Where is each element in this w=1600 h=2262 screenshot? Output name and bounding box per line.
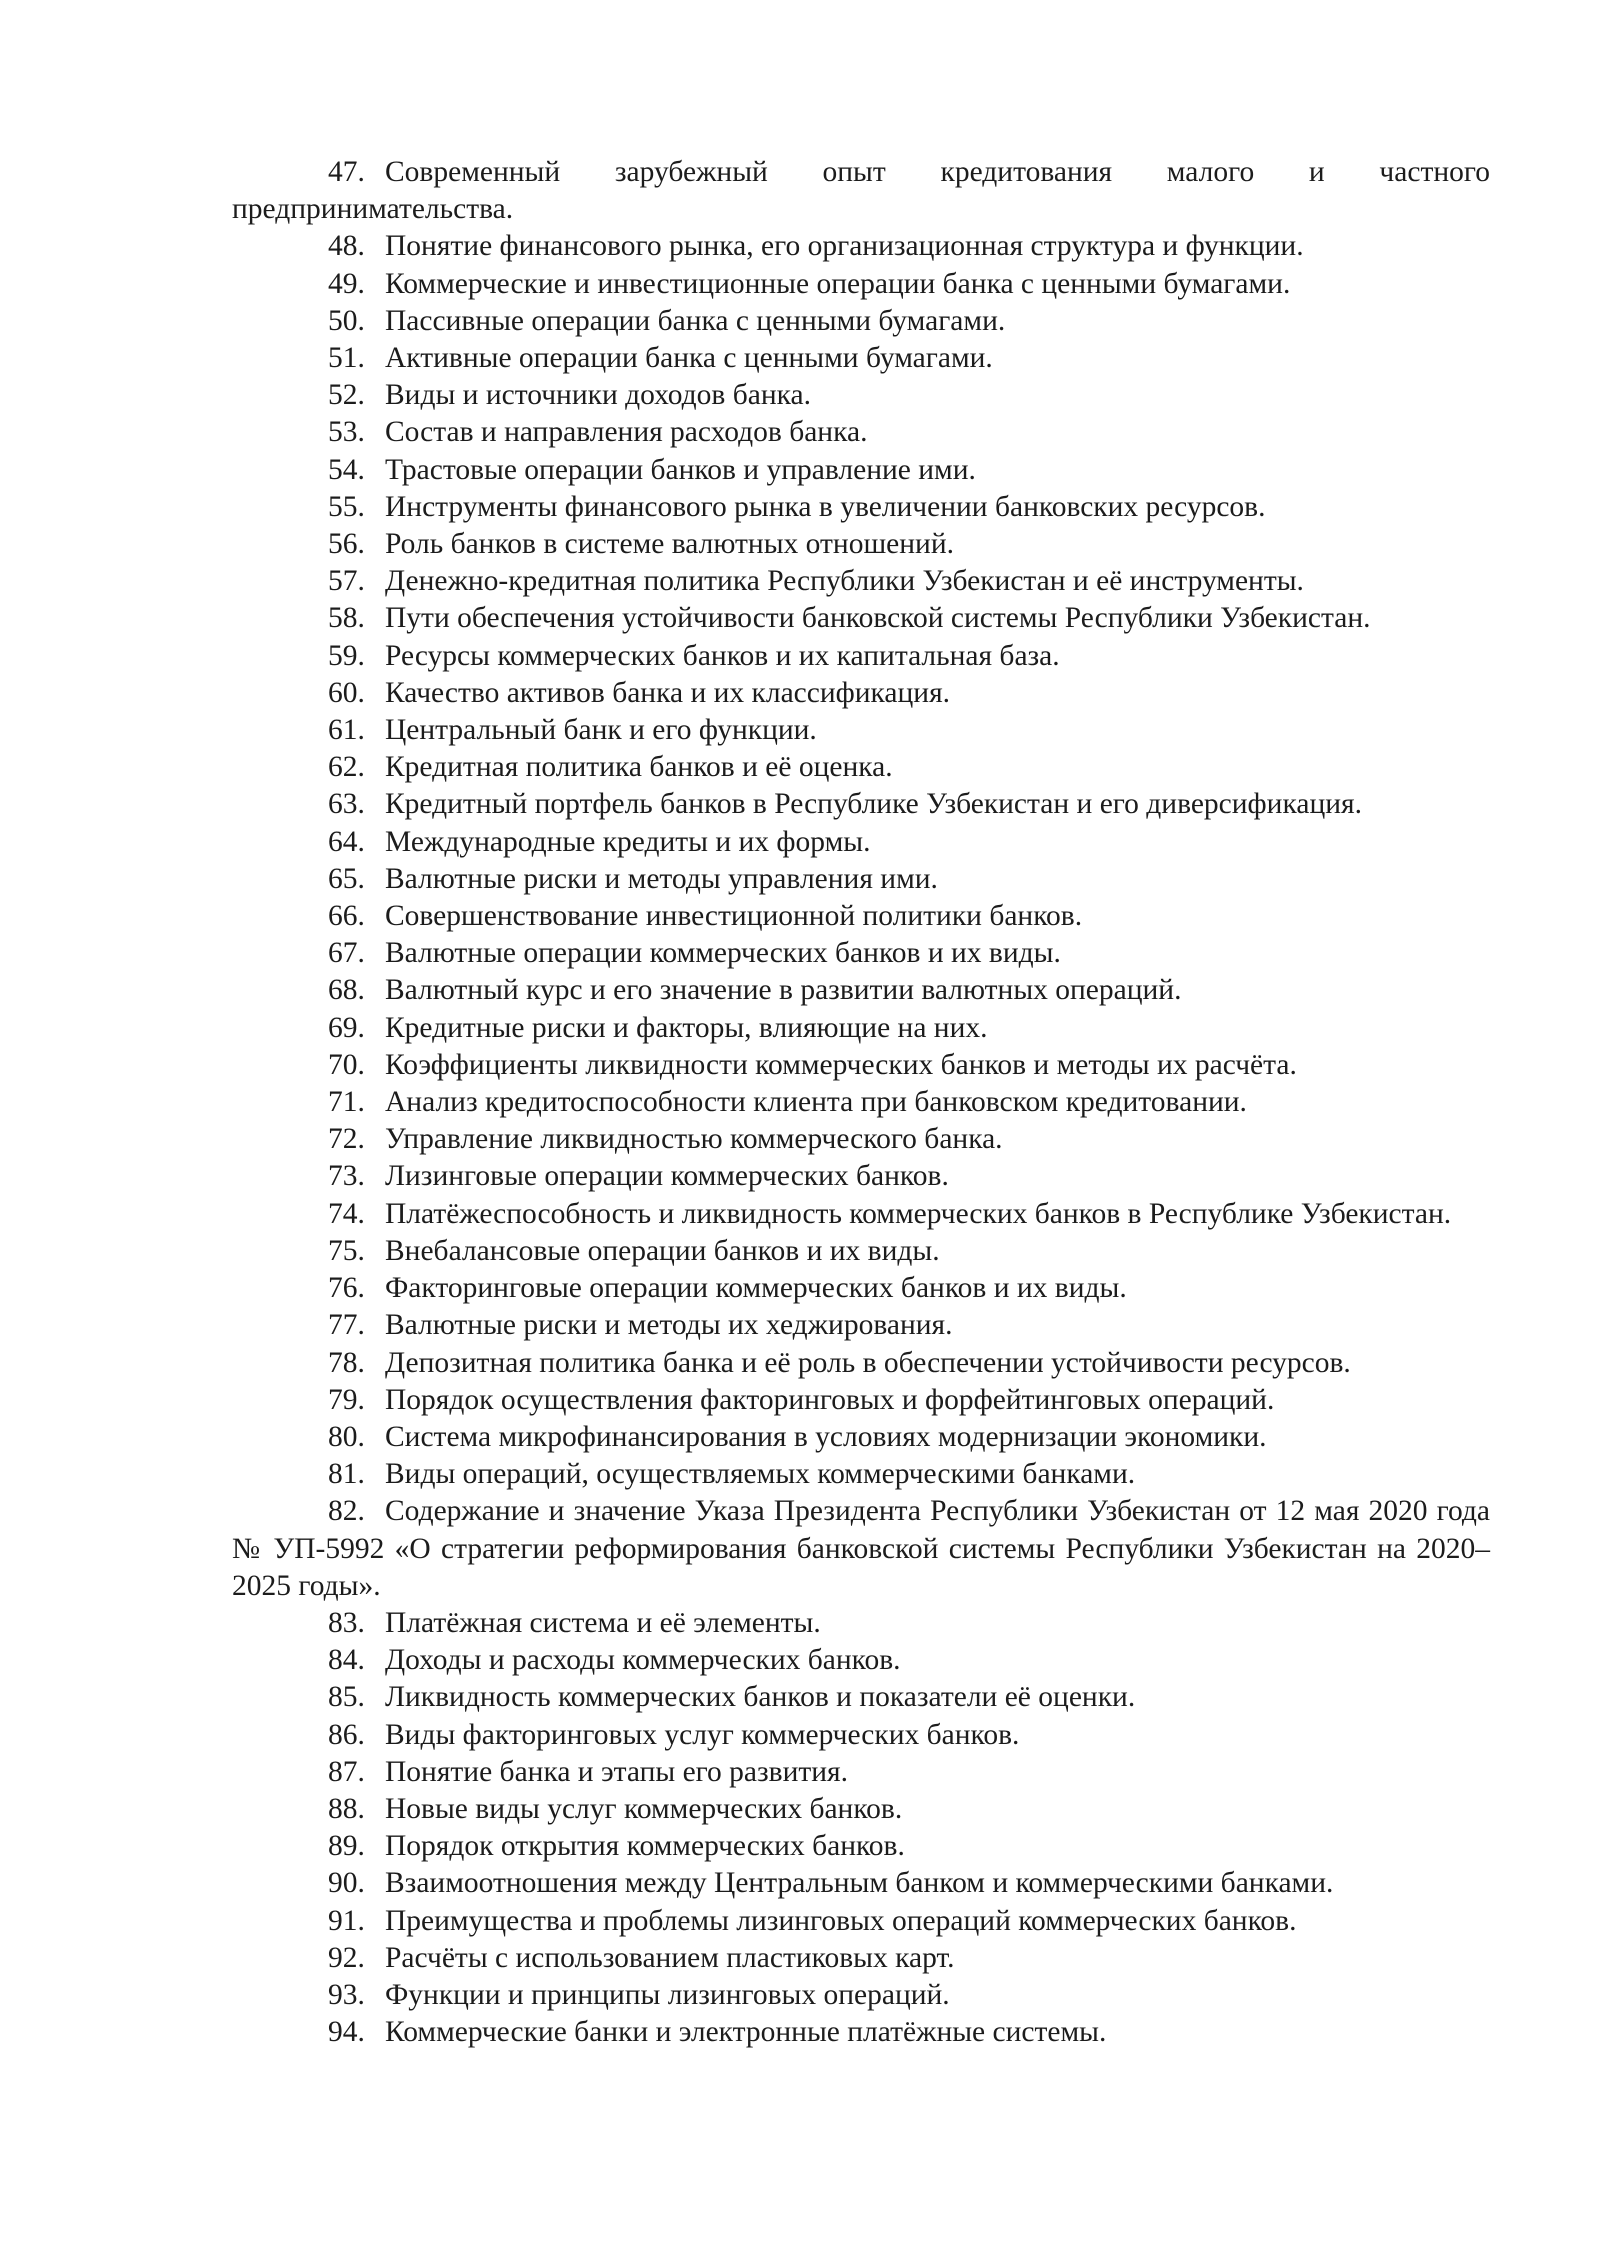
list-item	[232, 638, 1490, 675]
list-item	[232, 563, 1490, 600]
list-item	[232, 1642, 1490, 1679]
item-text: Понятие финансового рынка, его организационная структура и функции.	[385, 230, 1304, 263]
item-text: Коэффициенты ликвидности коммерческих банков и методы их расчёта.	[385, 1048, 1297, 1081]
item-text: Управление ликвидностью коммерческого банка.	[385, 1123, 1003, 1156]
item-number: 64.	[328, 825, 365, 858]
list-item	[232, 1084, 1490, 1121]
list-item	[232, 2014, 1490, 2051]
item-number: 72.	[328, 1123, 365, 1156]
list-item	[232, 1679, 1490, 1716]
item-number: 49.	[328, 267, 365, 300]
list-item	[232, 1493, 1490, 1605]
topic-list	[232, 154, 1490, 2051]
item-text: Внебалансовые операции банков и их виды.	[385, 1234, 940, 1267]
item-text: Лизинговые операции коммерческих банков.	[385, 1160, 949, 1193]
item-number: 94.	[328, 2016, 365, 2049]
list-item	[232, 1865, 1490, 1902]
item-text: Виды операций, осуществляемых коммерческими банками.	[385, 1458, 1136, 1491]
item-text: Взаимоотношения между Центральным банком и коммерческими банками.	[385, 1867, 1334, 1900]
list-item	[232, 452, 1490, 489]
item-text: Платёжеспособность и ликвидность коммерческих банков в Республике Узбекистан.	[385, 1197, 1452, 1230]
item-number: 60.	[328, 676, 365, 709]
item-text: Валютные риски и методы управления ими.	[385, 862, 938, 895]
item-number: 66.	[328, 900, 365, 933]
item-number: 47.	[328, 156, 365, 188]
item-text: Содержание и значение Указа Президента Республики Узбекистан от 12 мая 2020 года № УП-5992 «О стратегии реформирования банковской системы Республики Узбекистан на 2020–2025 годы».	[232, 1495, 1490, 1602]
item-number: 75.	[328, 1234, 365, 1267]
list-item	[232, 1047, 1490, 1084]
list-item	[232, 1717, 1490, 1754]
item-number: 76.	[328, 1272, 365, 1305]
list-item	[232, 1419, 1490, 1456]
item-number: 52.	[328, 379, 365, 412]
list-item	[232, 377, 1490, 414]
item-text: Качество активов банка и их классификация.	[385, 676, 951, 709]
list-item	[232, 340, 1490, 377]
item-text: Трастовые операции банков и управление ими.	[385, 453, 976, 486]
item-number: 82.	[328, 1495, 365, 1528]
list-item	[232, 1940, 1490, 1977]
item-number: 79.	[328, 1383, 365, 1416]
item-number: 88.	[328, 1792, 365, 1825]
item-text: Коммерческие и инвестиционные операции банка с ценными бумагами.	[385, 267, 1291, 300]
item-number: 58.	[328, 602, 365, 635]
item-text: Роль банков в системе валютных отношений.	[385, 528, 954, 561]
item-number: 74.	[328, 1197, 365, 1230]
item-number: 57.	[328, 565, 365, 598]
item-text: Виды факторинговых услуг коммерческих банков.	[385, 1718, 1020, 1751]
item-text: Порядок осуществления факторинговых и форфейтинговых операций.	[385, 1383, 1275, 1416]
item-number: 80.	[328, 1420, 365, 1453]
item-text: Виды и источники доходов банка.	[385, 379, 811, 412]
list-item	[232, 600, 1490, 637]
item-number: 69.	[328, 1011, 365, 1044]
list-item	[232, 1977, 1490, 2014]
list-item	[232, 898, 1490, 935]
item-number: 61.	[328, 714, 365, 747]
list-item	[232, 1345, 1490, 1382]
list-item	[232, 303, 1490, 340]
item-number: 53.	[328, 416, 365, 449]
list-item	[232, 1233, 1490, 1270]
item-number: 85.	[328, 1681, 365, 1714]
list-item	[232, 1605, 1490, 1642]
item-text: Понятие банка и этапы его развития.	[385, 1755, 848, 1788]
list-item	[232, 675, 1490, 712]
list-item	[232, 1382, 1490, 1419]
item-text: Ликвидность коммерческих банков и показатели её оценки.	[385, 1681, 1136, 1714]
item-text: Активные операции банка с ценными бумагами.	[385, 342, 993, 375]
item-number: 84.	[328, 1644, 365, 1677]
item-text: Валютные операции коммерческих банков и их виды.	[385, 937, 1061, 970]
list-item	[232, 228, 1490, 265]
item-number: 65.	[328, 862, 365, 895]
list-item	[232, 1903, 1490, 1940]
item-number: 78.	[328, 1346, 365, 1379]
item-text: Валютные риски и методы их хеджирования.	[385, 1309, 953, 1342]
item-text: Денежно-кредитная политика Республики Узбекистан и её инструменты.	[385, 565, 1304, 598]
list-item	[232, 414, 1490, 451]
item-text: Коммерческие банки и электронные платёжные системы.	[385, 2016, 1107, 2049]
list-item	[232, 1307, 1490, 1344]
list-item	[232, 824, 1490, 861]
item-number: 68.	[328, 974, 365, 1007]
item-number: 86.	[328, 1718, 365, 1751]
item-number: 90.	[328, 1867, 365, 1900]
list-item	[232, 1791, 1490, 1828]
list-item	[232, 972, 1490, 1009]
item-number: 67.	[328, 937, 365, 970]
list-item	[232, 1828, 1490, 1865]
item-text: Состав и направления расходов банка.	[385, 416, 868, 449]
list-item	[232, 861, 1490, 898]
list-item	[232, 154, 1490, 228]
item-number: 89.	[328, 1830, 365, 1863]
item-text: Новые виды услуг коммерческих банков.	[385, 1792, 903, 1825]
item-text: Система микрофинансирования в условиях модернизации экономики.	[385, 1420, 1267, 1453]
item-number: 51.	[328, 342, 365, 375]
list-item	[232, 749, 1490, 786]
item-text: Расчёты с использованием пластиковых карт.	[385, 1941, 955, 1974]
item-number: 48.	[328, 230, 365, 263]
item-number: 77.	[328, 1309, 365, 1342]
item-text: Ресурсы коммерческих банков и их капитальная база.	[385, 639, 1060, 672]
item-number: 73.	[328, 1160, 365, 1193]
item-text: Совершенствование инвестиционной политики банков.	[385, 900, 1083, 933]
item-text: Валютный курс и его значение в развитии валютных операций.	[385, 974, 1182, 1007]
item-text: Порядок открытия коммерческих банков.	[385, 1830, 905, 1863]
item-number: 87.	[328, 1755, 365, 1788]
item-text: Инструменты финансового рынка в увеличении банковских ресурсов.	[385, 490, 1266, 523]
item-number: 71.	[328, 1086, 365, 1119]
item-text: Депозитная политика банка и её роль в обеспечении устойчивости ресурсов.	[385, 1346, 1351, 1379]
item-number: 70.	[328, 1048, 365, 1081]
item-number: 91.	[328, 1904, 365, 1937]
list-item	[232, 1270, 1490, 1307]
list-item	[232, 489, 1490, 526]
list-item	[232, 1456, 1490, 1493]
item-number: 62.	[328, 751, 365, 784]
item-number: 63.	[328, 788, 365, 821]
list-item	[232, 1196, 1490, 1233]
item-number: 92.	[328, 1941, 365, 1974]
list-item	[232, 526, 1490, 563]
item-text: Современный зарубежный опыт кредитования малого и частного предпринимательства.	[232, 156, 1490, 226]
item-number: 55.	[328, 490, 365, 523]
item-number: 50.	[328, 304, 365, 337]
item-text: Кредитный портфель банков в Республике Узбекистан и его диверсификация.	[385, 788, 1362, 821]
item-text: Факторинговые операции коммерческих банков и их виды.	[385, 1272, 1127, 1305]
item-text: Пути обеспечения устойчивости банковской системы Республики Узбекистан.	[385, 602, 1371, 635]
list-item	[232, 266, 1490, 303]
item-text: Анализ кредитоспособности клиента при банковском кредитовании.	[385, 1086, 1247, 1119]
item-number: 81.	[328, 1458, 365, 1491]
list-item	[232, 1121, 1490, 1158]
list-item	[232, 935, 1490, 972]
list-item	[232, 1158, 1490, 1195]
item-number: 59.	[328, 639, 365, 672]
item-number: 56.	[328, 528, 365, 561]
list-item	[232, 786, 1490, 823]
item-text: Функции и принципы лизинговых операций.	[385, 1978, 950, 2011]
item-text: Кредитные риски и факторы, влияющие на них.	[385, 1011, 988, 1044]
item-text: Пассивные операции банка с ценными бумагами.	[385, 304, 1006, 337]
item-text: Кредитная политика банков и её оценка.	[385, 751, 893, 784]
item-number: 83.	[328, 1606, 365, 1639]
item-number: 93.	[328, 1978, 365, 2011]
item-text: Платёжная система и её элементы.	[385, 1606, 821, 1639]
item-text: Доходы и расходы коммерческих банков.	[385, 1644, 901, 1677]
list-item	[232, 712, 1490, 749]
item-text: Центральный банк и его функции.	[385, 714, 817, 747]
item-text: Преимущества и проблемы лизинговых операций коммерческих банков.	[385, 1904, 1297, 1937]
list-item	[232, 1010, 1490, 1047]
item-text: Международные кредиты и их формы.	[385, 825, 871, 858]
list-item	[232, 1754, 1490, 1791]
item-number: 54.	[328, 453, 365, 486]
